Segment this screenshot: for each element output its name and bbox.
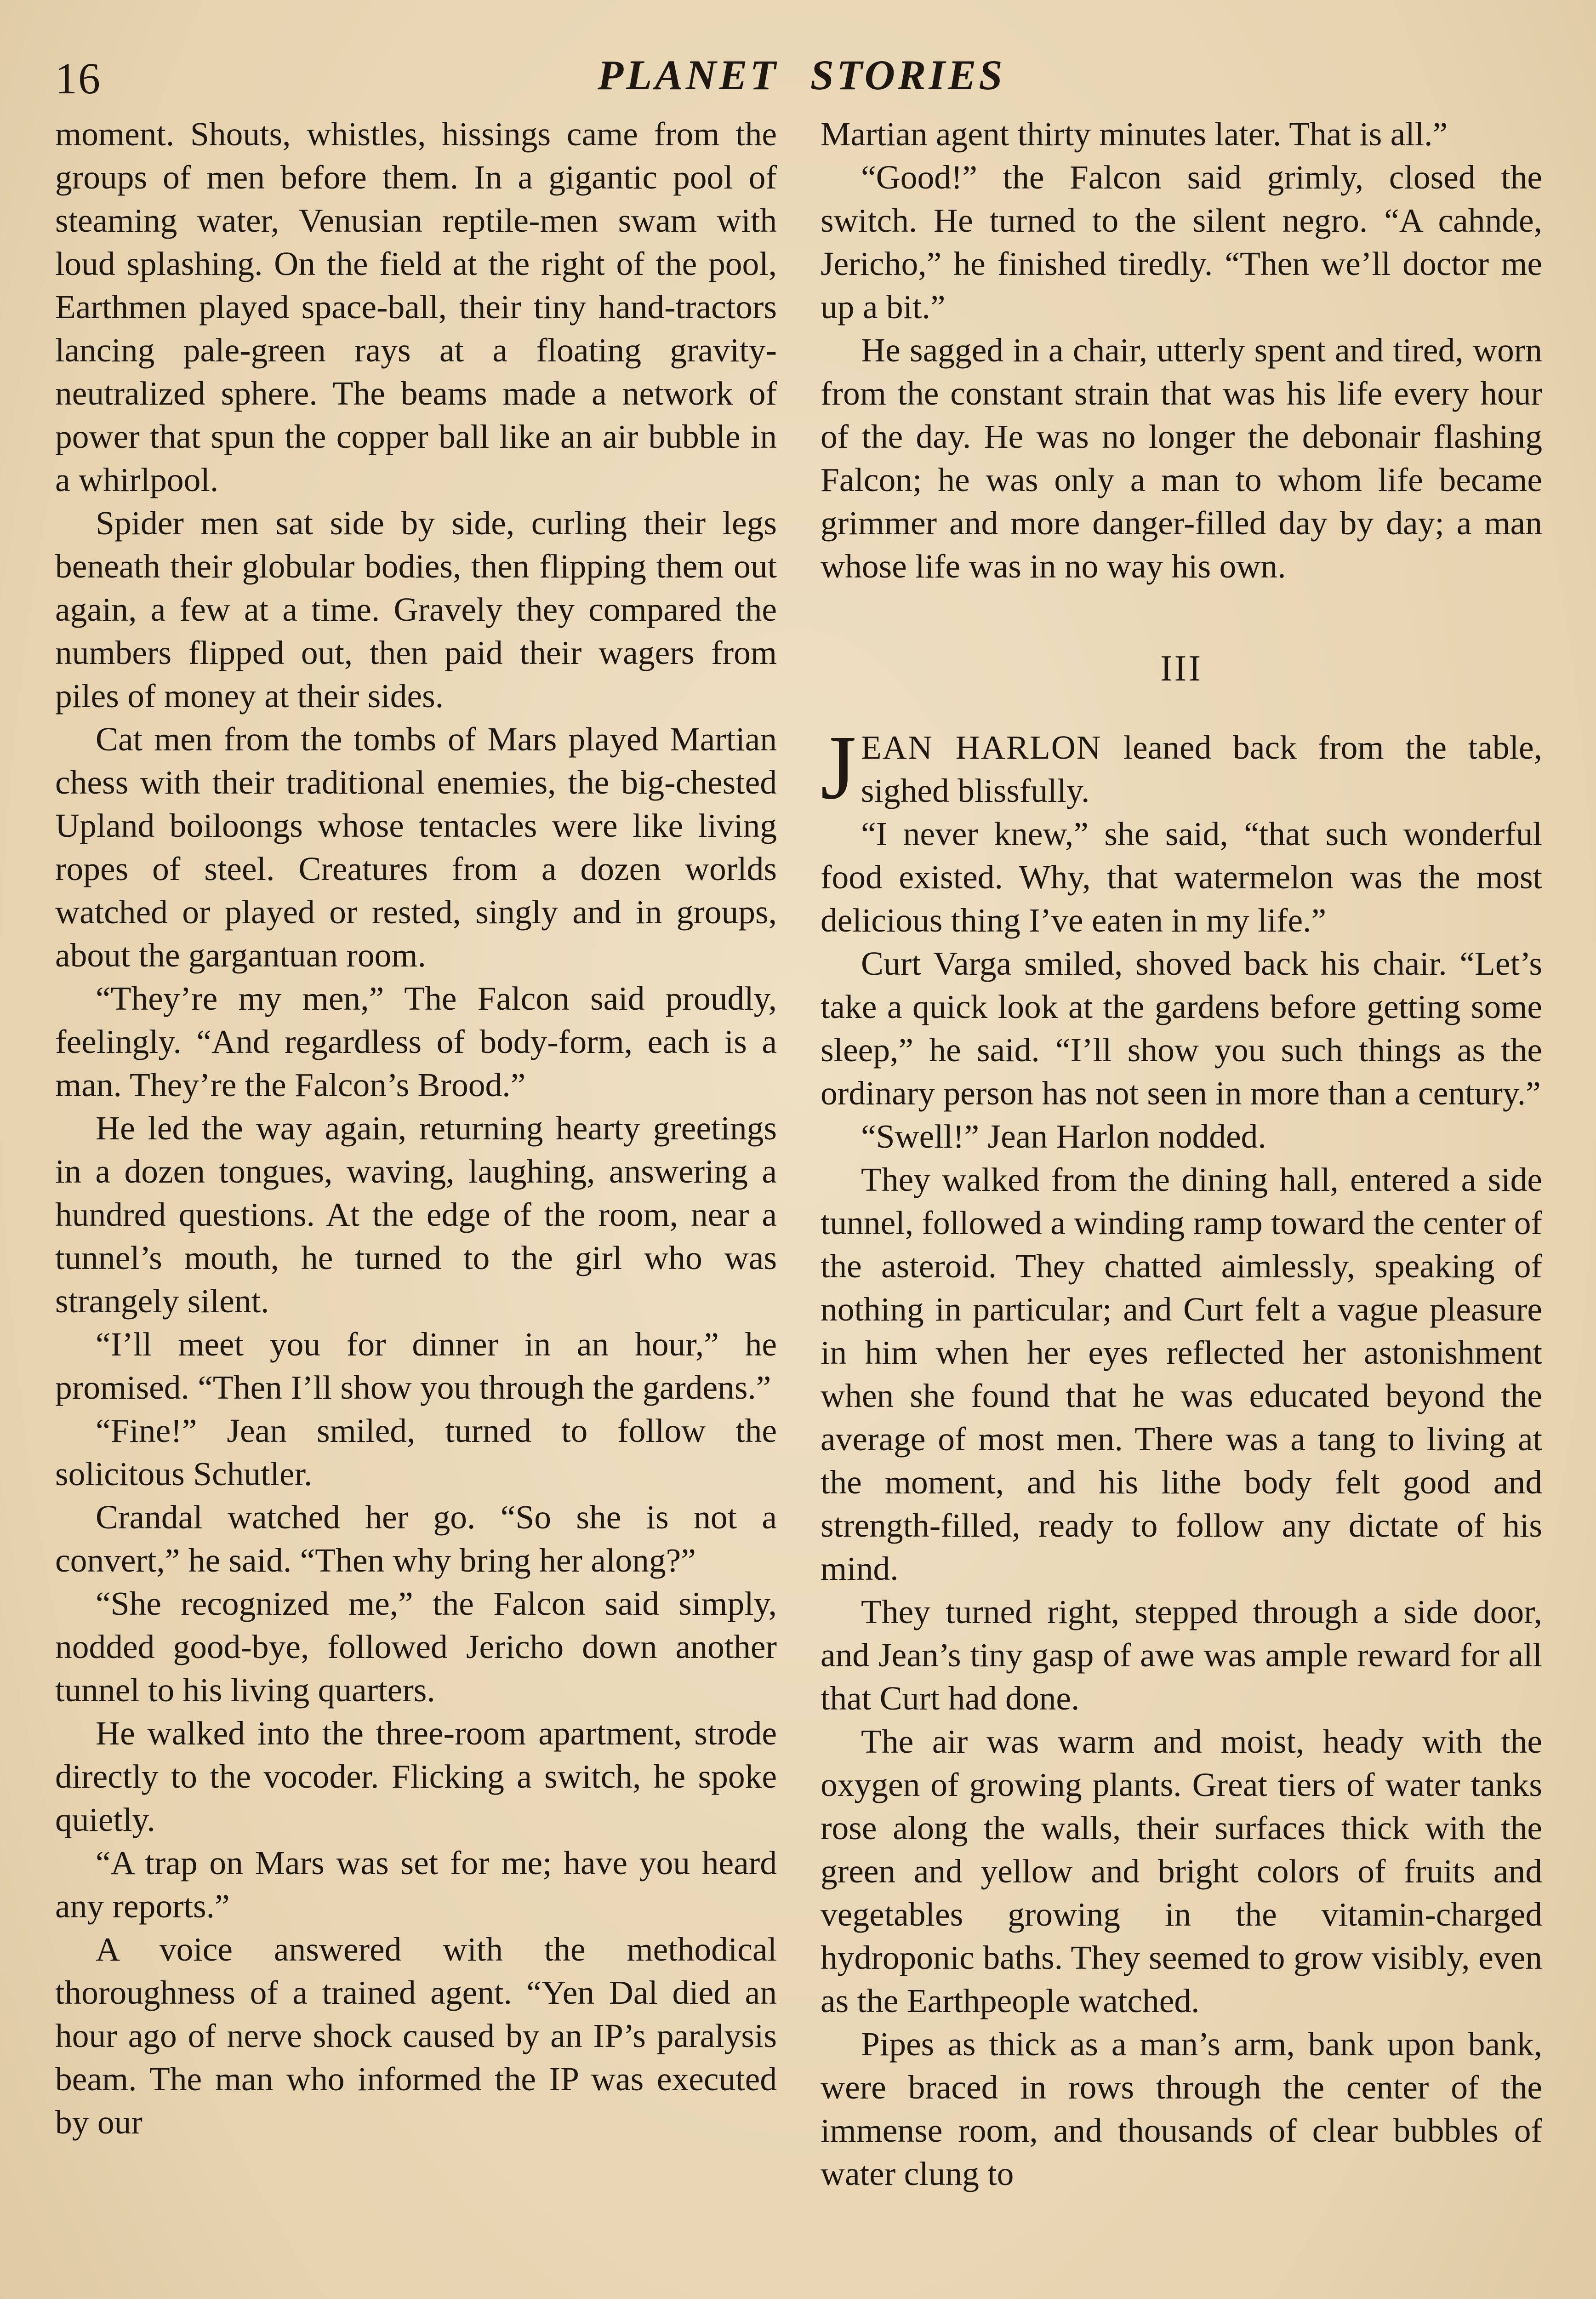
paragraph: Pipes as thick as a man’s arm, bank upon bank, were braced in rows through the center of the immense room, and thousands of clear bubbles of water clung to <box>821 2025 1542 2192</box>
paragraph: A voice answered with the methodical thoroughness of a trained agent. “Yen Dal died an hour ago of nerve shock caused by an IP’s paralysis beam. The man who informed the IP was executed by our <box>55 1931 777 2141</box>
paragraph: Curt Varga smiled, shoved back his chair. “Let’s take a quick look at the gardens before getting some sleep,” he said. “I’ll show you such things as the ordinary person has not seen in more than a century.” <box>821 945 1542 1112</box>
paragraph: Spider men sat side by side, curling their legs beneath their globular bodies, then flipping them out again, a few at a time. Gravely they compared the numbers flipped out, then paid their wagers from piles of money at their sides. <box>55 504 777 715</box>
chapter-heading: III <box>1160 648 1203 689</box>
small-caps-lead: EAN HARLON <box>861 729 1102 766</box>
paragraph: Martian agent thirty minutes later. That is all.” <box>821 115 1448 153</box>
paragraph: “A trap on Mars was set for me; have you heard any reports.” <box>55 1844 777 1925</box>
chapter-opening-paragraph <box>821 717 1543 818</box>
paragraph: Crandal watched her go. “So she is not a convert,” he said. “Then why bring her along?” <box>55 1498 777 1579</box>
paragraph: He led the way again, returning hearty greetings in a dozen tongues, waving, laughing, answering a hundred questions. At the edge of the room, near a tunnel’s mouth, he turned to the girl who was strangely silent. <box>55 1109 777 1320</box>
page-header <box>55 44 1549 108</box>
paragraph: He walked into the three-room apartment, strode directly to the vocoder. Flicking a switch, he spoke quietly. <box>55 1715 777 1838</box>
drop-cap: J <box>821 717 856 818</box>
paragraph: Cat men from the tombs of Mars played Martian chess with their traditional enemies, the big-chested Upland boiloongs whose tentacles were like living ropes of steel. Creatures from a dozen worlds watched or played or rested, singly and in groups, about the gargantuan room. <box>55 721 777 974</box>
left-column <box>55 113 777 2144</box>
paragraph: They turned right, stepped through a side door, and Jean’s tiny gasp of awe was ample reward for all that Curt had done. <box>821 1593 1542 1717</box>
paragraph: The air was warm and moist, heady with the oxygen of growing plants. Great tiers of water tanks rose along the walls, their surfaces thick with the green and yellow and bright colors of fruits and vegetables growing in the vitamin-charged hydroponic baths. They seemed to grow visibly, even as the Earthpeople watched. <box>821 1723 1542 2019</box>
paragraph: “I never knew,” she said, “that such wonderful food existed. Why, that watermelon was the most delicious thing I’ve eaten in my life.” <box>821 815 1542 939</box>
paragraph: “I’ll meet you for dinner in an hour,” he promised. “Then I’ll show you through the gardens.” <box>55 1326 777 1406</box>
paragraph: “Good!” the Falcon said grimly, closed the switch. He turned to the silent negro. “A cahnde, Jericho,” he finished tiredly. “Then we’ll doctor me up a bit.” <box>821 159 1542 326</box>
opening-text: leaned back from the table, sighed blissfully. <box>861 729 1543 809</box>
page-number: 16 <box>55 54 101 103</box>
paragraph: “Swell!” Jean Harlon nodded. <box>861 1118 1266 1155</box>
paragraph: “Fine!” Jean smiled, turned to follow the solicitous Schutler. <box>55 1412 777 1493</box>
paragraph: moment. Shouts, whistles, hissings came from the groups of men before them. In a gigantic pool of steaming water, Venusian reptile-men swam with loud splashing. On the field at the right of the pool, Earthmen played space-ball, their tiny hand-tractors lancing pale-green rays at a floating gravity-neutralized sphere. The beams made a network of power that spun the copper ball like an air bubble in a whirlpool. <box>55 115 777 498</box>
paragraph: “They’re my men,” The Falcon said proudly, feelingly. “And regardless of body-form, each is a man. They’re the Falcon’s Brood.” <box>55 980 777 1104</box>
paragraph: “She recognized me,” the Falcon said simply, nodded good-bye, followed Jericho down another tunnel to his living quarters. <box>55 1585 777 1709</box>
magazine-title: PLANET STORIES <box>598 51 1005 98</box>
right-column <box>821 113 1542 2196</box>
paragraph: They walked from the dining hall, entered a side tunnel, followed a winding ramp toward the center of the asteroid. They chatted aimlessly, speaking of nothing in particular; and Curt felt a vague pleasure in him when her eyes reflected her astonishment when she found that he was educated beyond the average of most men. There was a tang to living at the moment, and his lithe body felt good and strength-filled, ready to follow any dictate of his mind. <box>821 1161 1542 1587</box>
paragraph: He sagged in a chair, utterly spent and tired, worn from the constant strain that was his life every hour of the day. He was no longer the debonair flashing Falcon; he was only a man to whom life became grimmer and more danger-filled day by day; a man whose life was in no way his own. <box>821 332 1542 585</box>
